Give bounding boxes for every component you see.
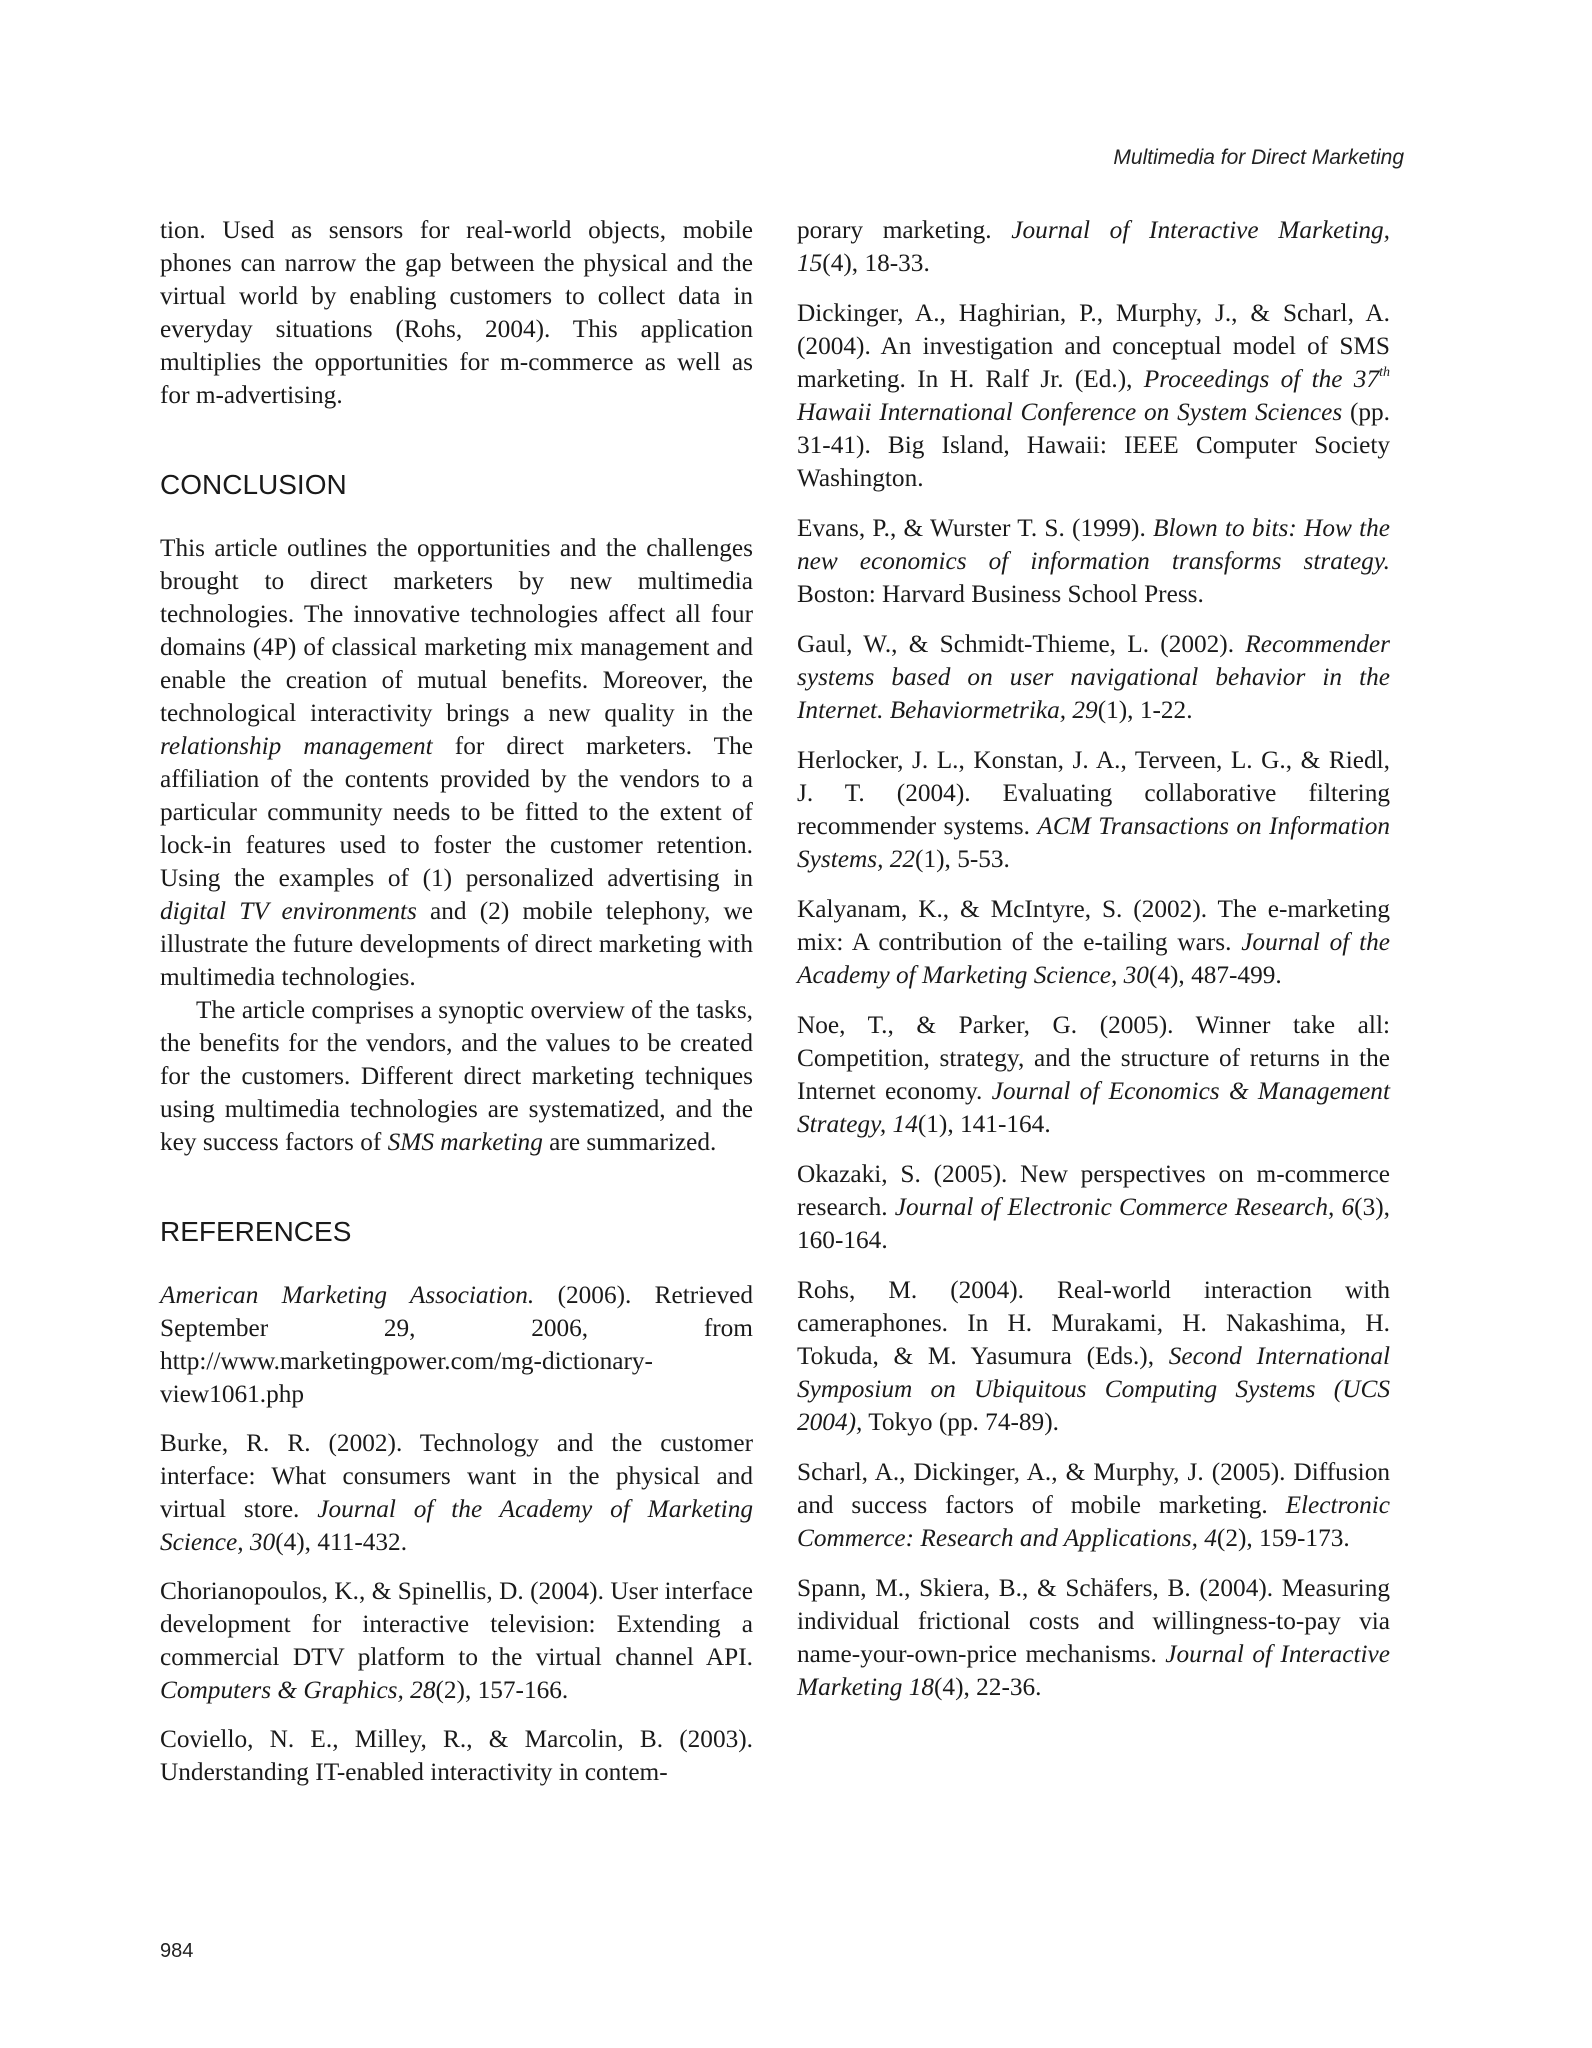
- reference-entry: Okazaki, S. (2005). New perspectives on m-commerce research. Journal of Electronic Commerce Research, 6(3), 160-164.: [797, 1160, 1390, 1254]
- references-heading: REFERENCES: [160, 1216, 352, 1247]
- reference-entry: Chorianopoulos, K., & Spinellis, D. (2004). User interface development for interactive television: Extending a commercial DTV platform to the virtual channel API. Computers & Graphics, 28(2), 157-166.: [160, 1577, 753, 1704]
- reference-entry: Burke, R. R. (2002). Technology and the customer interface: What consumers want in the physical and virtual store. Journal of the Academy of Marketing Science, 30(4), 411-432.: [160, 1429, 753, 1556]
- reference-entry: Rohs, M. (2004). Real-world interaction with cameraphones. In H. Murakami, H. Nakashima, H. Tokuda, & M. Yasumura (Eds.), Second International Symposium on Ubiquitous Computing Systems (UCS 2004), Tokyo (pp. 74-89).: [797, 1276, 1390, 1436]
- reference-entry: Dickinger, A., Haghirian, P., Murphy, J., & Scharl, A. (2004). An investigation and conceptual model of SMS marketing. In H. Ralf Jr. (Ed.), Proceedings of the 37th Hawaii International Conference on System Sciences (pp. 31-41). Big Island, Hawaii: IEEE Computer Society Washington.: [797, 299, 1390, 492]
- intro-paragraph: tion. Used as sensors for real-world objects, mobile phones can narrow the gap between the physical and the virtual world by enabling customers to collect data in everyday situations (Rohs, 2004). This application multiplies the opportunities for m-commerce as well as for m-advertising.: [160, 216, 753, 409]
- conclusion-paragraph-2: The article comprises a synoptic overview of the tasks, the benefits for the vendors, and the values to be created for the customers. Different direct marketing techniques using multimedia technologies are systematized, and the key success factors of SMS marketing are summarized.: [160, 996, 753, 1156]
- running-head: Multimedia for Direct Marketing: [1113, 146, 1404, 169]
- reference-entry: porary marketing. Journal of Interactive Marketing, 15(4), 18-33.: [797, 216, 1390, 277]
- conclusion-heading: CONCLUSION: [160, 469, 347, 500]
- page-number: 984: [160, 1940, 194, 1962]
- reference-entry: Evans, P., & Wurster T. S. (1999). Blown to bits: How the new economics of information transforms strategy. Boston: Harvard Business School Press.: [797, 514, 1390, 608]
- left-column: [160, 214, 753, 1805]
- reference-entry: Coviello, N. E., Milley, R., & Marcolin, B. (2003). Understanding IT-enabled interactivity in contem-: [160, 1725, 753, 1786]
- reference-entry: Scharl, A., Dickinger, A., & Murphy, J. (2005). Diffusion and success factors of mobile marketing. Electronic Commerce: Research and Applications, 4(2), 159-173.: [797, 1458, 1390, 1552]
- reference-entry: Gaul, W., & Schmidt-Thieme, L. (2002). Recommender systems based on user navigational behavior in the Internet. Behaviormetrika, 29(1), 1-22.: [797, 630, 1390, 724]
- reference-entry: Kalyanam, K., & McIntyre, S. (2002). The e-marketing mix: A contribution of the e-tailing wars. Journal of the Academy of Marketing Science, 30(4), 487-499.: [797, 895, 1390, 989]
- reference-entry: Spann, M., Skiera, B., & Schäfers, B. (2004). Measuring individual frictional costs and willingness-to-pay via name-your-own-price mechanisms. Journal of Interactive Marketing 18(4), 22-36.: [797, 1574, 1390, 1701]
- conclusion-paragraph-1: This article outlines the opportunities and the challenges brought to direct marketers by new multimedia technologies. The innovative technologies affect all four domains (4P) of classical marketing mix management and enable the creation of mutual benefits. Moreover, the technological interactivity brings a new quality in the relationship management for direct marketers. The affiliation of the contents provided by the vendors to a particular community needs to be fitted to the extent of lock-in features used to foster the customer retention. Using the examples of (1) personalized advertising in digital TV environments and (2) mobile telephony, we illustrate the future developments of direct marketing with multimedia technologies.: [160, 534, 754, 991]
- right-column: [797, 214, 1390, 1721]
- reference-entry: American Marketing Association. (2006). Retrieved September 29, 2006, from http://www.marketingpower.com/mg-dictionary-view1061.php: [160, 1281, 753, 1408]
- reference-entry: Noe, T., & Parker, G. (2005). Winner take all: Competition, strategy, and the structure of returns in the Internet economy. Journal of Economics & Management Strategy, 14(1), 141-164.: [797, 1011, 1390, 1138]
- reference-entry: Herlocker, J. L., Konstan, J. A., Terveen, L. G., & Riedl, J. T. (2004). Evaluating collaborative filtering recommender systems. ACM Transactions on Information Systems, 22(1), 5-53.: [797, 746, 1391, 873]
